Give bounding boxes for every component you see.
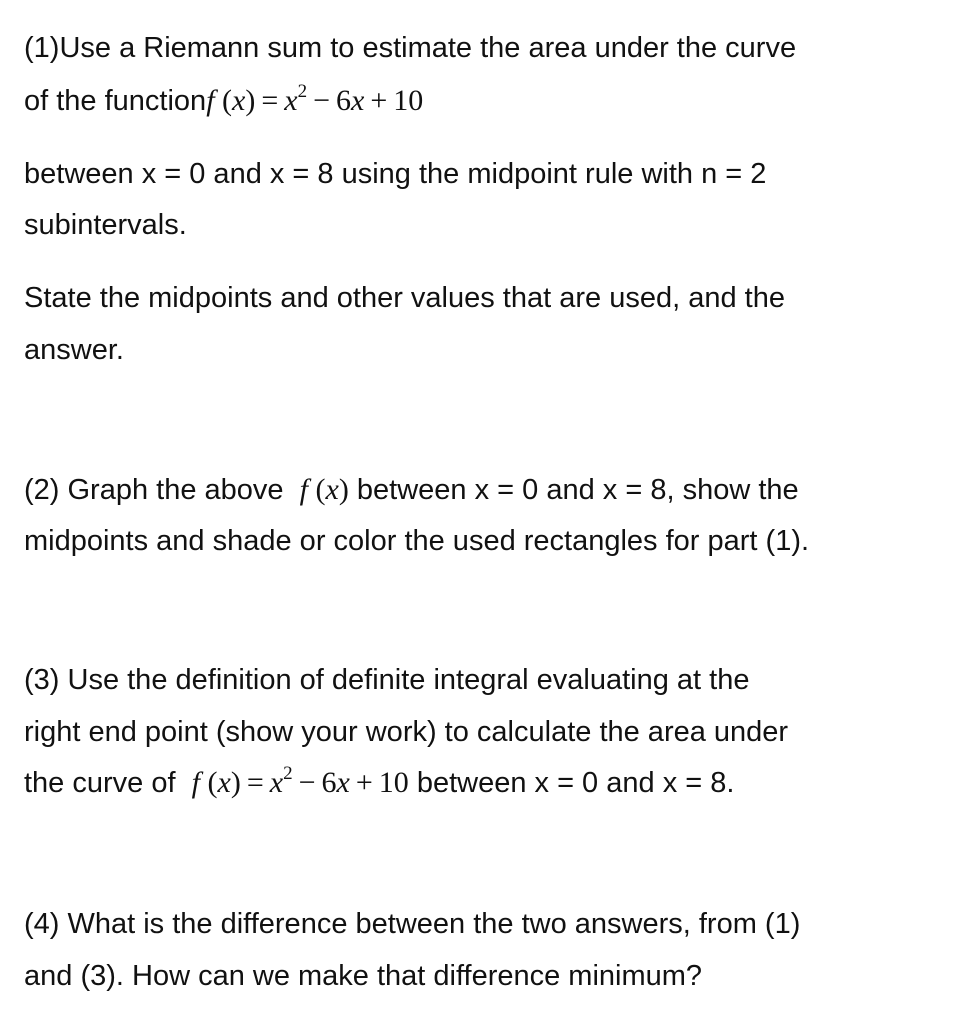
q1-line-4: subintervals.	[24, 209, 187, 241]
q2-line-1-suffix: between x = 0 and x = 8, show the	[356, 474, 799, 506]
q4-line-1: (4) What is the difference between the two answers, from (1)	[24, 908, 801, 940]
q1-line-3: between x = 0 and x = 8 using the midpoint rule with n = 2	[24, 158, 767, 190]
q2-line-2: midpoints and shade or color the used rectangles for part (1).	[24, 525, 810, 557]
function-notation: f (x)	[299, 473, 349, 506]
q3-line-3-text: the curve of	[24, 767, 176, 799]
q3-line-3-suffix: between x = 0 and x = 8.	[416, 767, 735, 799]
q1-line-6: answer.	[24, 334, 124, 366]
q2-line-1	[24, 472, 938, 508]
q1-line-2-text: of the function	[24, 85, 207, 117]
q3-line-2: right end point (show your work) to calculate the area under	[24, 716, 789, 748]
q2-line-1-text: (2) Graph the above	[24, 474, 284, 506]
function-formula-2: f $(x) = x^2 - 6x + 10$	[191, 763, 409, 799]
function-formula: f $(x) = x^2 - 6x + 10$	[206, 81, 424, 117]
q1-line-5: State the midpoints and other values that are used, and the	[24, 282, 785, 314]
q1-line-2	[24, 83, 938, 119]
q1-line-1: (1)Use a Riemann sum to estimate the area under the curve	[24, 32, 797, 64]
q3-line-1: (3) Use the definition of definite integral evaluating at the	[24, 664, 750, 696]
q3-line-3	[24, 765, 938, 801]
q4-line-2: and (3). How can we make that difference minimum?	[24, 960, 703, 992]
